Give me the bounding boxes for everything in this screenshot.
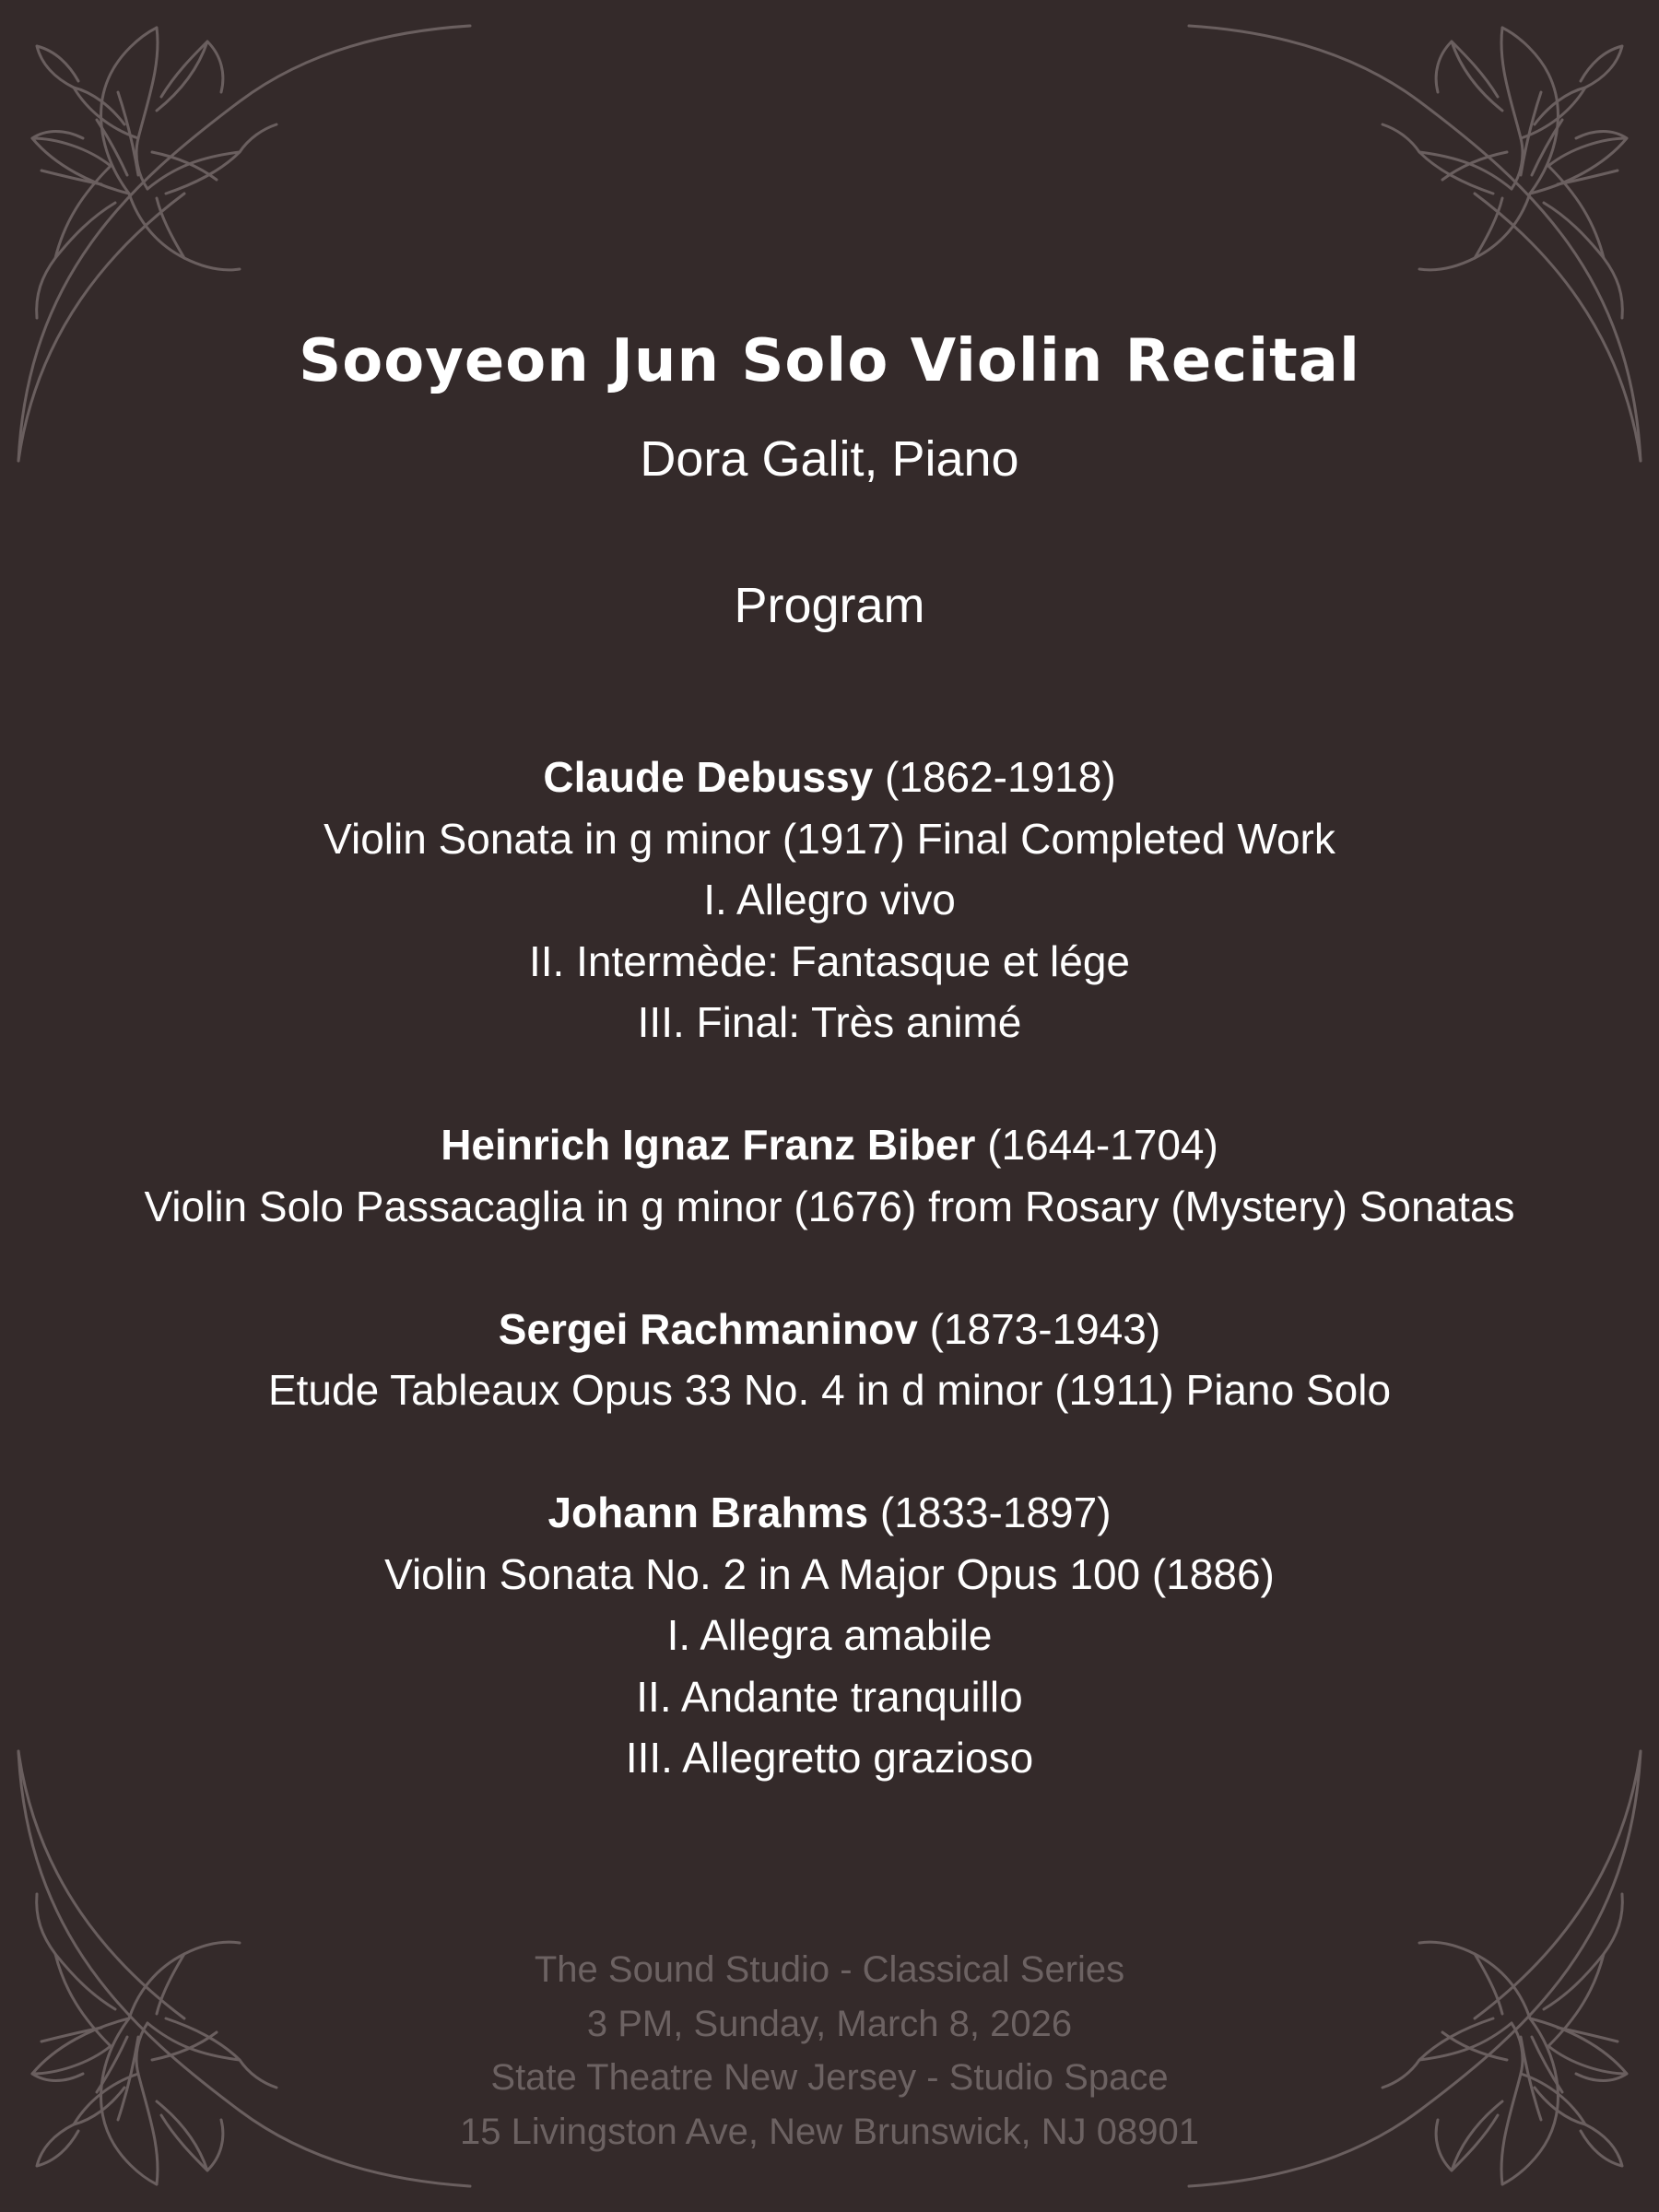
composer-dates: (1873-1943): [929, 1304, 1161, 1353]
composer-line: [0, 1482, 1659, 1544]
floral-ornament-top-left: [0, 0, 479, 479]
composer-dates: (1644-1704): [987, 1121, 1218, 1169]
program-piece: [0, 1482, 1659, 1789]
venue-info: [0, 1943, 1659, 2159]
work-title: Etude Tableaux Opus 33 No. 4 in d minor (1911) Piano Solo: [267, 1366, 1392, 1414]
location-line: State Theatre New Jersey - Studio Space: [490, 2057, 1169, 2098]
address-line: 15 Livingston Ave, New Brunswick, NJ 08901: [460, 2111, 1199, 2152]
accompanist-line: Dora Galit, Piano: [640, 431, 1019, 487]
composer-dates: (1833-1897): [879, 1488, 1112, 1536]
composer-name: Johann Brahms: [547, 1488, 869, 1536]
work-title: Violin Sonata in g minor (1917) Final Completed Work: [324, 814, 1335, 863]
work-title: Violin Solo Passacaglia in g minor (1676) from Rosary (Mystery) Sonatas: [144, 1182, 1515, 1230]
movement-line: II. Andante tranquillo: [636, 1672, 1023, 1721]
datetime-line: 3 PM, Sunday, March 8, 2026: [586, 2003, 1073, 2044]
program-list: [0, 747, 1659, 1850]
composer-line: [0, 1299, 1659, 1360]
movement-line: III. Allegretto grazioso: [625, 1734, 1034, 1782]
program-piece: [0, 1299, 1659, 1421]
program-heading: Program: [734, 578, 925, 633]
program-piece: [0, 1114, 1659, 1237]
program-piece: [0, 747, 1659, 1053]
movement-line: I. Allegra amabile: [666, 1611, 993, 1659]
composer-line: [0, 747, 1659, 808]
composer-name: Heinrich Ignaz Franz Biber: [441, 1121, 976, 1169]
composer-line: [0, 1114, 1659, 1176]
floral-ornament-top-right: [1180, 0, 1659, 479]
work-title: Violin Sonata No. 2 in A Major Opus 100 (1886): [384, 1549, 1275, 1598]
movement-line: I. Allegro vivo: [703, 876, 956, 924]
composer-dates: (1862-1918): [885, 753, 1116, 801]
composer-name: Claude Debussy: [543, 753, 874, 801]
movement-line: II. Intermède: Fantasque et lége: [528, 936, 1131, 985]
series-line: The Sound Studio - Classical Series: [534, 1949, 1125, 1990]
composer-name: Sergei Rachmaninov: [498, 1304, 918, 1353]
movement-line: III. Final: Très animé: [637, 998, 1022, 1046]
recital-title: Sooyeon Jun Solo Violin Recital: [299, 327, 1360, 395]
